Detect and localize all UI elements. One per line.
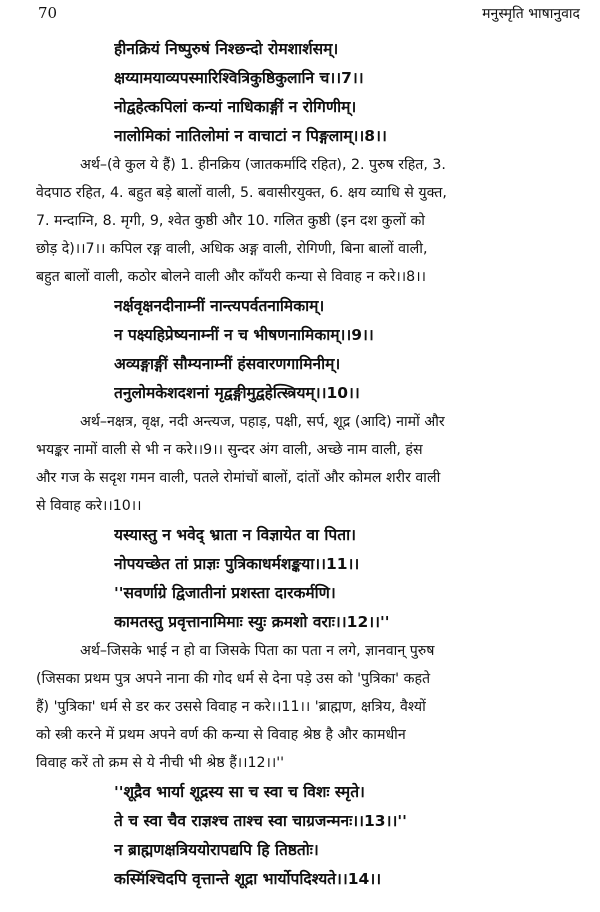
page-number: 70	[38, 4, 58, 22]
verse-line: कस्मिंश्चिदपि वृत्तान्ते शूद्रा भार्योपदिश्यते।।14।।	[114, 870, 382, 888]
prose-line: 7. मन्दाग्नि, 8. मृगी, 9, श्वेत कुष्ठी और 10. गलित कुष्ठी (इन दश कुलों को	[36, 213, 425, 229]
prose-line: और गज के सदृश गमन वाली, पतले रोमांचों बालों, दांतों और कोमल शरीर वाली	[36, 470, 441, 486]
verse-line: न पक्ष्यहिप्रेष्यनाम्नीं न च भीषणनामिकाम्।।9।।	[114, 326, 374, 344]
prose-line: अर्थ–नक्षत्र, वृक्ष, नदी अन्त्यज, पहाड़, पक्षी, सर्प, शूद्र (आदि) नामों और	[80, 414, 445, 430]
verse-line: अव्यङ्गाङ्गीं सौम्यनाम्नीं हंसवारणगामिनीम्।	[114, 355, 341, 373]
verse-line: नोद्वहेत्कपिलां कन्यां नाधिकाङ्गीं न रोगिणीम्।	[114, 98, 357, 116]
verse-line: यस्यास्तु न भवेद् भ्राता न विज्ञायेत वा पिता।	[114, 526, 356, 544]
prose-line: वेदपाठ रहित, 4. बहुत बड़े बालों वाली, 5. बवासीरयुक्त, 6. क्षय व्याधि से युक्त,	[36, 185, 447, 201]
verse-line: ''शूद्रैव भार्या शूद्रस्य सा च स्वा च विशः स्मृते।	[114, 783, 365, 801]
prose-line: विवाह करें तो क्रम से ये नीची भी श्रेष्ठ हैं।।12।।''	[36, 755, 285, 771]
prose-line: को स्त्री करने में प्रथम अपने वर्ण की कन्या से विवाह श्रेष्ठ है और कामधीन	[36, 727, 406, 743]
prose-line: हैं) 'पुत्रिका' धर्म से डर कर उससे विवाह न करे।।11।। 'ब्राह्मण, क्षत्रिय, वैश्यों	[36, 699, 426, 715]
page-header	[38, 4, 580, 26]
verse-line: कामतस्तु प्रवृत्तानामिमाः स्युः क्रमशो वराः।।12।।''	[114, 613, 390, 631]
verse-line: तनुलोमकेशदशनां मृद्वङ्गीमुद्वहेत्स्त्रियम्।।10।।	[114, 384, 360, 402]
verse-line: न ब्राह्मणक्षत्रिययोरापद्यपि हि तिष्ठतोः।	[114, 841, 319, 859]
prose-line: (जिसका प्रथम पुत्र अपने नाना की गोद धर्म से देना पड़े उस को 'पुत्रिका' कहते	[36, 671, 431, 687]
verse-line: क्षय्यामयाव्यपस्मारिश्वित्रिकुष्ठिकुलानि च।।7।।	[114, 69, 364, 87]
prose-line: अर्थ–(वे कुल ये हैं) 1. हीनक्रिय (जातकर्मादि रहित), 2. पुरुष रहित, 3.	[80, 157, 446, 173]
verse-line: हीनक्रियं निष्पुरुषं निश्छन्दो रोमशार्शसम्।	[114, 40, 339, 58]
running-title: मनुस्मृति भाषानुवाद	[482, 6, 580, 22]
prose-line: से विवाह करे।।10।।	[36, 498, 142, 514]
verse-line: नर्क्षवृक्षनदीनाम्नीं नान्त्यपर्वतनामिकाम्।	[114, 297, 325, 315]
verse-line: ''सवर्णाग्रे द्विजातीनां प्रशस्ता दारकर्मणि।	[114, 584, 336, 602]
prose-line: भयङ्कर नामों वाली से भी न करे।।9।। सुन्दर अंग वाली, अच्छे नाम वाली, हंस	[36, 442, 423, 458]
verse-line: नोपयच्छेत तां प्राज्ञः पुत्रिकाधर्मशङ्कया।।11।।	[114, 555, 360, 573]
prose-line: छोड़ दे)।।7।। कपिल रङ्ग वाली, अधिक अङ्ग वाली, रोगिणी, बिना बालों वाली,	[36, 241, 428, 257]
verse-line: नालोमिकां नातिलोमां न वाचाटां न पिङ्गलाम्।।8।।	[114, 127, 387, 145]
verse-line: ते च स्वा चैव राज्ञश्च ताश्च स्वा चाग्रजन्मनः।।13।।''	[114, 812, 407, 830]
prose-line: बहुत बालों वाली, कठोर बोलने वाली और काँयरी कन्या से विवाह न करे।।8।।	[36, 269, 426, 285]
prose-line: अर्थ–जिसके भाई न हो वा जिसके पिता का पता न लगे, ज्ञानवान् पुरुष	[80, 643, 435, 659]
